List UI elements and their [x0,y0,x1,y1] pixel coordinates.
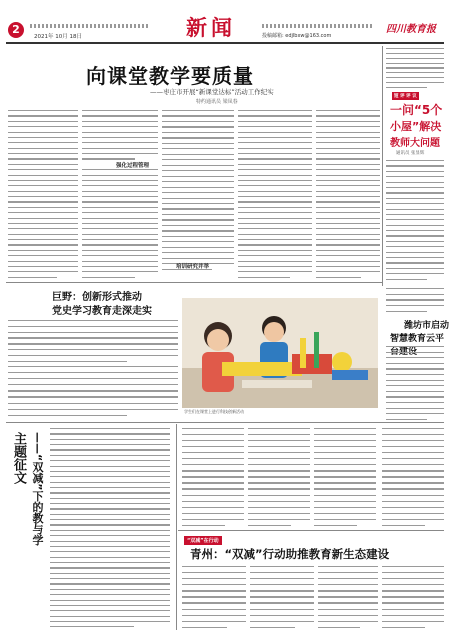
lower-divider [176,424,177,630]
weifang-title-2: 智慧教育云平 [390,334,445,344]
juye-body-2 [8,366,178,416]
masthead-logo: 四川教育报 [386,24,436,35]
column-title-2: 小屋”解决 [390,120,442,133]
photo-illustration [182,298,378,408]
masthead-stripe-right [262,24,372,28]
main-body-col-4 [238,110,312,278]
lower-article-col-1 [182,428,244,526]
column-title-1: 一问“5个 [390,103,443,117]
main-body-col-5 [316,110,380,278]
juye-body [8,320,178,362]
section-title: 新闻 [186,16,236,40]
column-divider [382,46,383,286]
main-subhead-1: 强化过程管理 [116,163,150,169]
main-subtitle: ——枣庄市开展“新课堂达标”活动工作纪实 [150,88,274,96]
weifang-intro [386,288,444,312]
column-author: 通讯员 张显辉 [396,151,425,156]
bottom-body-col-4 [382,566,444,628]
juye-title-1: 巨野：创新形式推动 [52,292,142,303]
theme-subtitle: ——“双减”下的教与学 [31,432,44,546]
section-rule-1 [6,282,382,283]
bottom-headline: 青州：“双减”行动助推教育新生态建设 [190,547,390,561]
page-number-badge [8,22,24,38]
column-tag: 短 评 评 议 [394,94,417,99]
classroom-photo [182,298,378,408]
lower-article-col-4 [382,428,444,526]
masthead [0,0,450,44]
main-body-col-3 [162,110,234,270]
photo-caption: 学生们在课堂上进行科技创新活动 [184,409,244,414]
bottom-body-col-2 [250,566,314,628]
column-intro-text [386,48,444,88]
column-body [386,160,444,280]
photo-caption-box [184,409,378,419]
theme-body [50,428,170,628]
lower-article-col-3 [314,428,376,526]
column-title-3: 教师大问题 [390,138,440,149]
page-number: 2 [12,23,20,36]
editor-line: 投稿邮箱: edjlbxw@163.com [262,33,332,39]
main-headline: 向课堂教学要质量 [86,64,254,88]
juye-title-2: 党史学习教育走深走实 [52,306,152,317]
weifang-body [386,346,444,420]
masthead-date: 2021年 10月 18日 [34,34,82,40]
bottom-body-col-1 [182,566,246,628]
main-byline: 特约通讯员 梁凤春 [196,99,238,105]
masthead-stripe [30,24,150,28]
section-rule-3 [178,530,444,531]
main-body-col-1 [8,110,78,278]
bottom-body-col-3 [318,566,378,628]
masthead-rule [6,42,444,44]
main-subhead-2: 培训研究并举 [176,264,210,270]
section-rule-2 [6,422,444,423]
weifang-title-1: 潍坊市启动 [404,321,450,331]
bottom-tag: “双减”在行动 [184,536,222,545]
lower-article-col-2 [248,428,310,526]
theme-label: 主题征文 [11,432,26,484]
main-body-col-2 [82,110,158,278]
